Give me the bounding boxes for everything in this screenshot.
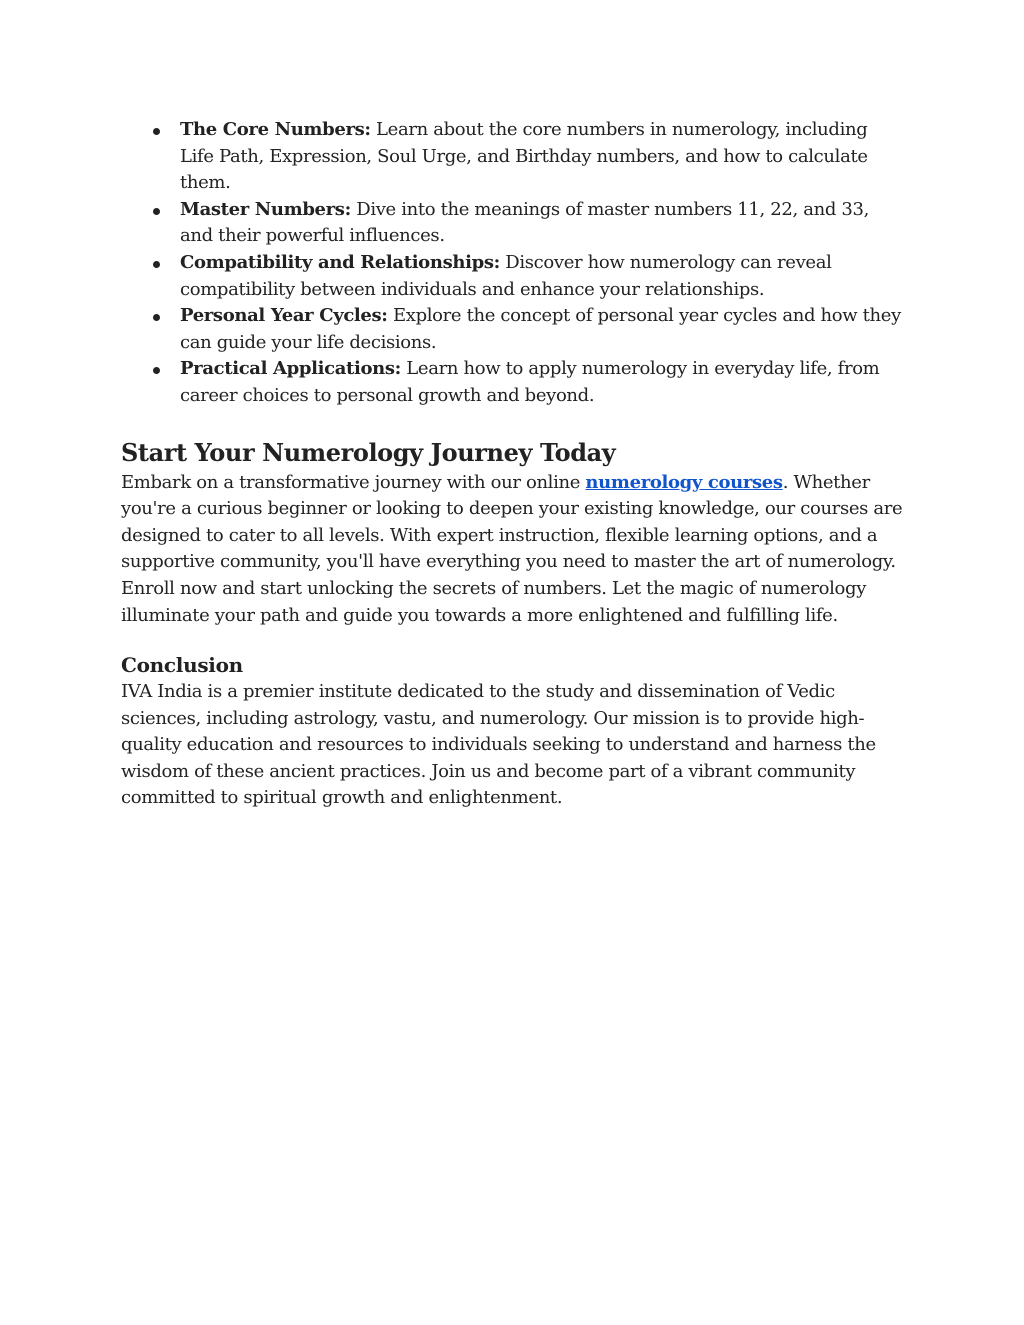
journey-heading: Start Your Numerology Journey Today (121, 437, 616, 467)
journey-paragraph-1 (121, 470, 906, 576)
bullet-lead: Personal Year Cycles: (180, 305, 388, 327)
bullet-lead: The Core Numbers: (180, 119, 371, 140)
bullet-text: Dive into the meanings of master numbers 11, 22, and 33, and their powerful influences. (180, 198, 869, 247)
document-page (121, 117, 906, 812)
conclusion-paragraph: IVA India is a premier institute dedicated to the study and dissemination of Vedic sciences, including astrology, vastu, and numerology. Our mission is to provide high-quality education and resources to individuals seeking to understand and harness the wisdom of these ancient practices. Join us and become part of a vibrant community committed to spiritual growth and enlightenment. (121, 681, 876, 809)
bullet-dot-icon (153, 208, 160, 215)
bullet-item-master-numbers (121, 197, 906, 250)
numerology-courses-link[interactable]: numerology courses (585, 471, 783, 493)
bullet-dot-icon (153, 367, 160, 374)
bullet-dot-icon (153, 314, 160, 321)
bullet-text: Discover how numerology can reveal compatibility between individuals and enhance your relationships. (180, 251, 832, 300)
bullet-item-practical (121, 356, 906, 409)
bullet-dot-icon (153, 128, 160, 135)
bullet-text: Learn about the core numbers in numerology, including Life Path, Expression, Soul Urge, and Birthday numbers, and how to calculate them. (180, 119, 868, 194)
journey-paragraph-1-end: . Whether you're a curious beginner or looking to deepen your existing knowledge, our courses are designed to cater to all levels. With expert instruction, flexible learning options, and a supportive community, you'll have everything you need to master the art of numerology. (121, 471, 903, 573)
journey-paragraph-2: Enroll now and start unlocking the secrets of numbers. Let the magic of numerology illuminate your path and guide you towards a more enlightened and fulfilling life. (121, 577, 867, 626)
conclusion-heading: Conclusion (121, 653, 243, 678)
bullet-item-compatibility (121, 250, 906, 303)
bullet-lead: Master Numbers: (180, 198, 351, 220)
bullet-item-personal-year (121, 303, 906, 356)
bullet-text: Explore the concept of personal year cycles and how they can guide your life decisions. (180, 305, 901, 353)
topics-bullet-list (121, 117, 906, 410)
journey-paragraph-1-start: Embark on a transformative journey with our online (121, 471, 586, 493)
bullet-lead: Practical Applications: (180, 358, 401, 380)
bullet-lead: Compatibility and Relationships: (180, 251, 500, 273)
bullet-dot-icon (153, 261, 160, 268)
bullet-text: Learn how to apply numerology in everyday life, from career choices to personal growth and beyond. (180, 358, 880, 406)
bullet-item-core-numbers (121, 117, 906, 197)
